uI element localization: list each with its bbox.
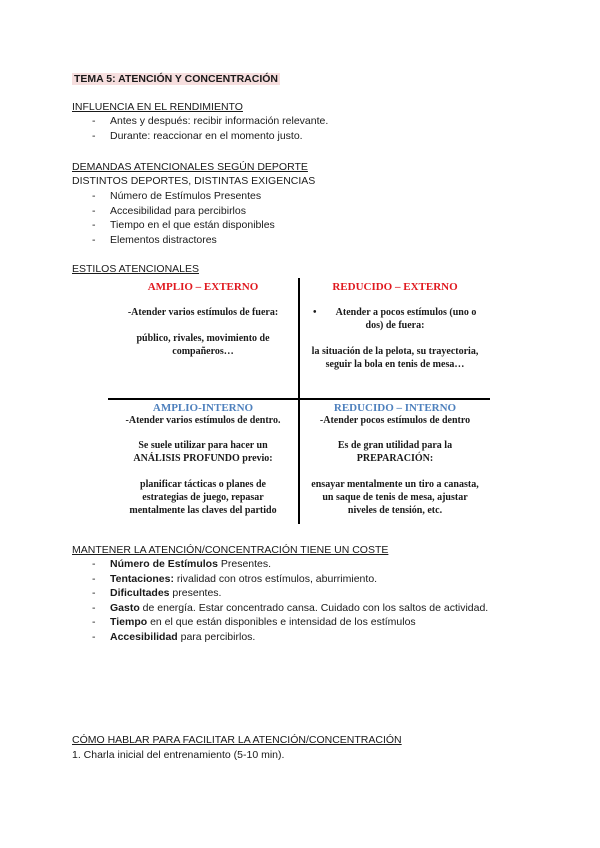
q3-line: mentalmente las claves del partido xyxy=(129,505,277,516)
q4-line: niveles de tensión, etc. xyxy=(347,505,443,516)
q2-line: la situación de la pelota, su trayectoria, xyxy=(311,346,479,357)
q1-line: compañeros… xyxy=(172,346,234,357)
bullet-icon: • xyxy=(313,307,317,318)
list-item: - Accesibilidad para percibirlos. xyxy=(92,630,488,645)
estilos-heading: ESTILOS ATENCIONALES xyxy=(72,263,200,275)
list-item: - Número de Estímulos Presentes. xyxy=(92,557,488,572)
list-item: - Dificultades presentes. xyxy=(92,586,488,601)
q1-title: AMPLIO – EXTERNO xyxy=(147,281,259,293)
list-item: - Gasto de energía. Estar concentrado cansa. Cuidado con los saltos de actividad. xyxy=(92,601,488,616)
list-item: - Durante: reaccionar en el momento justo. xyxy=(92,129,328,144)
list-item: - Tiempo en el que están disponibles e intensidad de los estímulos xyxy=(92,615,488,630)
q3-title: AMPLIO-INTERNO xyxy=(152,402,254,414)
list-item: - Antes y después: recibir información relevante. xyxy=(92,114,328,129)
demandas-subheading: DISTINTOS DEPORTES, DISTINTAS EXIGENCIAS xyxy=(72,175,316,187)
demandas-list xyxy=(92,189,275,247)
q4-title: REDUCIDO – INTERNO xyxy=(333,402,457,414)
q1-line: público, rivales, movimiento de xyxy=(136,333,270,344)
q4-line: -Atender pocos estímulos de dentro xyxy=(319,415,471,426)
q3-line: ANÁLISIS PROFUNDO previo: xyxy=(133,453,273,464)
q2-title: REDUCIDO – EXTERNO xyxy=(332,281,458,293)
q4-line: PREPARACIÓN: xyxy=(356,453,434,464)
list-item: - Accesibilidad para percibirlos xyxy=(92,204,275,219)
q1-line: -Atender varios estímulos de fuera: xyxy=(127,307,279,318)
demandas-heading: DEMANDAS ATENCIONALES SEGÚN DEPORTE xyxy=(72,161,308,173)
q2-line: dos) de fuera: xyxy=(365,320,425,331)
coste-list xyxy=(92,557,488,645)
horizontal-divider xyxy=(108,398,490,400)
q2-line: seguir la bola en tenis de mesa… xyxy=(325,359,465,370)
coste-heading: MANTENER LA ATENCIÓN/CONCENTRACIÓN TIENE UN COSTE xyxy=(72,544,389,556)
q4-line: ensayar mentalmente un tiro a canasta, xyxy=(311,479,479,490)
hablar-item: 1. Charla inicial del entrenamiento (5-10 min). xyxy=(72,749,285,761)
influencia-heading: INFLUENCIA EN EL RENDIMIENTO xyxy=(72,101,243,113)
q3-line: estrategias de juego, repasar xyxy=(142,492,264,503)
influencia-list xyxy=(92,114,328,143)
q3-line: planificar tácticas o planes de xyxy=(140,479,266,490)
list-item: - Elementos distractores xyxy=(92,233,275,248)
hablar-heading: CÓMO HABLAR PARA FACILITAR LA ATENCIÓN/CONCENTRACIÓN xyxy=(72,734,402,746)
list-item: - Tentaciones: rivalidad con otros estímulos, aburrimiento. xyxy=(92,572,488,587)
q3-line: -Atender varios estímulos de dentro. xyxy=(125,415,281,426)
q4-line: Es de gran utilidad para la xyxy=(337,440,453,451)
page-title: TEMA 5: ATENCIÓN Y CONCENTRACIÓN xyxy=(74,73,278,85)
q3-line: Se suele utilizar para hacer un xyxy=(138,440,268,451)
list-item: - Número de Estímulos Presentes xyxy=(92,189,275,204)
q4-line: un saque de tenis de mesa, ajustar xyxy=(322,492,468,503)
list-item: - Tiempo en el que están disponibles xyxy=(92,218,275,233)
q2-line: Atender a pocos estímulos (uno o xyxy=(335,307,477,318)
